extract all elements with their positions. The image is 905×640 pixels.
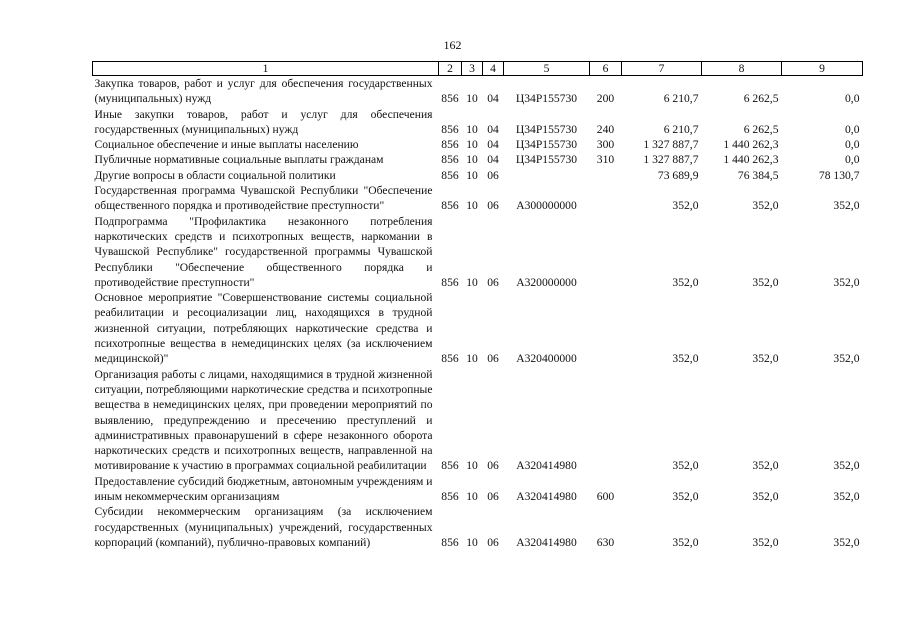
cell-name: Социальное обеспечение и иные выплаты населению — [94, 138, 359, 152]
cell-target-article: А320414980 — [516, 459, 577, 473]
cell-subsection: 06 — [487, 168, 499, 182]
table-row — [93, 183, 863, 214]
column-header-section: 3 — [462, 62, 483, 76]
cell-amount-1: 6 210,7 — [663, 122, 699, 136]
table-row — [93, 137, 863, 152]
table-row — [93, 474, 863, 505]
cell-target-article — [504, 168, 590, 183]
cell-target-article: А320414980 — [516, 535, 577, 549]
cell-ministry: 856 — [441, 199, 459, 213]
table-row — [93, 214, 863, 290]
cell-amount-3: 0,0 — [845, 122, 860, 136]
cell-amount-1: 352,0 — [672, 490, 699, 504]
cell-expense-type: 200 — [596, 92, 615, 106]
cell-amount-3: 0,0 — [845, 153, 860, 167]
cell-section: 10 — [466, 490, 478, 504]
cell-subsection: 04 — [487, 138, 499, 152]
cell-amount-3: 0,0 — [845, 138, 860, 152]
cell-subsection: 04 — [487, 122, 499, 136]
cell-amount-2: 6 262,5 — [743, 122, 779, 136]
cell-section: 10 — [466, 153, 478, 167]
cell-amount-2: 1 440 262,3 — [723, 138, 779, 152]
cell-amount-3: 352,0 — [833, 275, 860, 289]
cell-section: 10 — [466, 459, 478, 473]
column-header-amount-1: 7 — [622, 62, 702, 76]
cell-target-article: А300000000 — [516, 199, 577, 213]
cell-subsection: 04 — [487, 92, 499, 106]
cell-target-article: Ц34Р155730 — [515, 138, 578, 152]
cell-expense-type — [590, 183, 622, 214]
cell-section: 10 — [466, 535, 478, 549]
cell-amount-3: 352,0 — [833, 459, 860, 473]
column-header-name: 1 — [93, 62, 439, 76]
cell-amount-3: 0,0 — [845, 92, 860, 106]
cell-subsection: 04 — [487, 153, 499, 167]
header-row — [93, 62, 863, 76]
cell-target-article: А320000000 — [516, 275, 577, 289]
cell-section: 10 — [466, 92, 478, 106]
cell-ministry: 856 — [441, 275, 459, 289]
cell-subsection: 06 — [487, 199, 499, 213]
cell-amount-2: 352,0 — [752, 352, 779, 366]
column-header-ministry: 2 — [439, 62, 462, 76]
cell-amount-1: 352,0 — [672, 275, 699, 289]
cell-expense-type — [590, 367, 622, 474]
cell-expense-type: 310 — [596, 153, 615, 167]
cell-amount-1: 1 327 887,7 — [643, 138, 699, 152]
table-row — [93, 504, 863, 550]
cell-section: 10 — [466, 199, 478, 213]
table-row — [93, 152, 863, 167]
cell-ministry: 856 — [441, 168, 459, 182]
cell-name: Субсидии некоммерческим организациям (за исключением государственных (муниципальных) учреждений, государственных корпораций (компаний), публично-правовых компаний) — [94, 505, 433, 549]
cell-expense-type: 600 — [596, 490, 615, 504]
cell-name: Основное мероприятие "Совершенствование системы социальной реабилитации и ресоциализации лиц, находящихся в трудной жизненной ситуации, потребляющих наркотические средства и психотропные вещества в немедицинских целях (за исключением медицинской)" — [94, 291, 433, 366]
column-header-amount-2: 8 — [702, 62, 782, 76]
cell-amount-3: 352,0 — [833, 352, 860, 366]
cell-target-article: Ц34Р155730 — [515, 153, 578, 167]
cell-amount-1: 352,0 — [672, 199, 699, 213]
cell-amount-2: 6 262,5 — [743, 92, 779, 106]
cell-ministry: 856 — [441, 122, 459, 136]
cell-amount-2: 76 384,5 — [737, 168, 779, 182]
table-row — [93, 367, 863, 474]
cell-subsection: 06 — [487, 459, 499, 473]
cell-ministry: 856 — [441, 153, 459, 167]
cell-expense-type — [590, 214, 622, 290]
cell-amount-1: 352,0 — [672, 352, 699, 366]
page-number: 162 — [443, 38, 462, 52]
cell-name: Иные закупки товаров, работ и услуг для обеспечения государственных (муниципальных) нужд — [94, 107, 433, 136]
cell-section: 10 — [466, 168, 478, 182]
cell-target-article: А320400000 — [516, 352, 577, 366]
cell-amount-2: 352,0 — [752, 199, 779, 213]
cell-amount-3: 352,0 — [833, 199, 860, 213]
column-header-subsection: 4 — [483, 62, 504, 76]
cell-target-article: А320414980 — [516, 490, 577, 504]
cell-amount-2: 352,0 — [752, 490, 779, 504]
cell-expense-type: 240 — [596, 122, 615, 136]
cell-ministry: 856 — [441, 535, 459, 549]
cell-amount-1: 73 689,9 — [657, 168, 699, 182]
table-row — [93, 107, 863, 138]
cell-ministry: 856 — [441, 92, 459, 106]
cell-ministry: 856 — [441, 490, 459, 504]
cell-subsection: 06 — [487, 490, 499, 504]
cell-amount-1: 352,0 — [672, 535, 699, 549]
cell-expense-type: 300 — [596, 138, 615, 152]
cell-name: Подпрограмма "Профилактика незаконного потребления наркотических средств и психотропных веществ, наркомании в Чувашской Республике" государственной программы Чувашской Республики "Обеспечение общественного порядка и противодействие преступности" — [94, 214, 433, 289]
cell-amount-2: 352,0 — [752, 535, 779, 549]
table-row — [93, 290, 863, 366]
cell-expense-type — [590, 168, 622, 183]
cell-amount-3: 78 130,7 — [818, 168, 860, 182]
cell-ministry: 856 — [441, 459, 459, 473]
cell-name: Другие вопросы в области социальной политики — [94, 168, 336, 182]
cell-subsection: 06 — [487, 352, 499, 366]
cell-name: Государственная программа Чувашской Республики "Обеспечение общественного порядка и противодействие преступности" — [94, 184, 433, 213]
cell-target-article: Ц34Р155730 — [515, 122, 578, 136]
column-header-expense-type: 6 — [590, 62, 622, 76]
cell-name: Предоставление субсидий бюджетным, автономным учреждениям и иным некоммерческим организациям — [94, 474, 433, 504]
cell-amount-1: 1 327 887,7 — [643, 153, 699, 167]
table-row — [93, 76, 863, 107]
budget-table — [92, 61, 863, 550]
cell-subsection: 06 — [487, 535, 499, 549]
table-row — [93, 168, 863, 183]
cell-amount-1: 6 210,7 — [663, 92, 699, 106]
cell-expense-type: 630 — [596, 535, 615, 549]
column-header-target-article: 5 — [504, 62, 590, 76]
cell-ministry: 856 — [441, 138, 459, 152]
cell-expense-type — [590, 290, 622, 366]
cell-section: 10 — [466, 138, 478, 152]
cell-amount-3: 352,0 — [833, 490, 860, 504]
cell-name: Закупка товаров, работ и услуг для обеспечения государственных (муниципальных) нужд — [94, 77, 433, 106]
cell-amount-2: 352,0 — [752, 275, 779, 289]
cell-amount-2: 352,0 — [752, 459, 779, 473]
column-header-amount-3: 9 — [782, 62, 863, 76]
cell-section: 10 — [466, 122, 478, 136]
cell-name: Организация работы с лицами, находящимися в трудной жизненной ситуации, потребляющими наркотические средства и психотропные вещества в немедицинских целях, при проведении мероприятий по выявлению, предупреждению и пресечению преступлений и административных правонарушений в сфере незаконного оборота наркотических средств и психотропных веществ, направленной на мотивирование к участию в программах социальной реабилитации — [94, 367, 433, 473]
cell-section: 10 — [466, 275, 478, 289]
cell-ministry: 856 — [441, 352, 459, 366]
cell-section: 10 — [466, 352, 478, 366]
cell-target-article: Ц34Р155730 — [515, 92, 578, 106]
cell-amount-3: 352,0 — [833, 535, 860, 549]
cell-subsection: 06 — [487, 275, 499, 289]
cell-amount-2: 1 440 262,3 — [723, 153, 779, 167]
cell-name: Публичные нормативные социальные выплаты гражданам — [94, 153, 384, 167]
cell-amount-1: 352,0 — [672, 459, 699, 473]
